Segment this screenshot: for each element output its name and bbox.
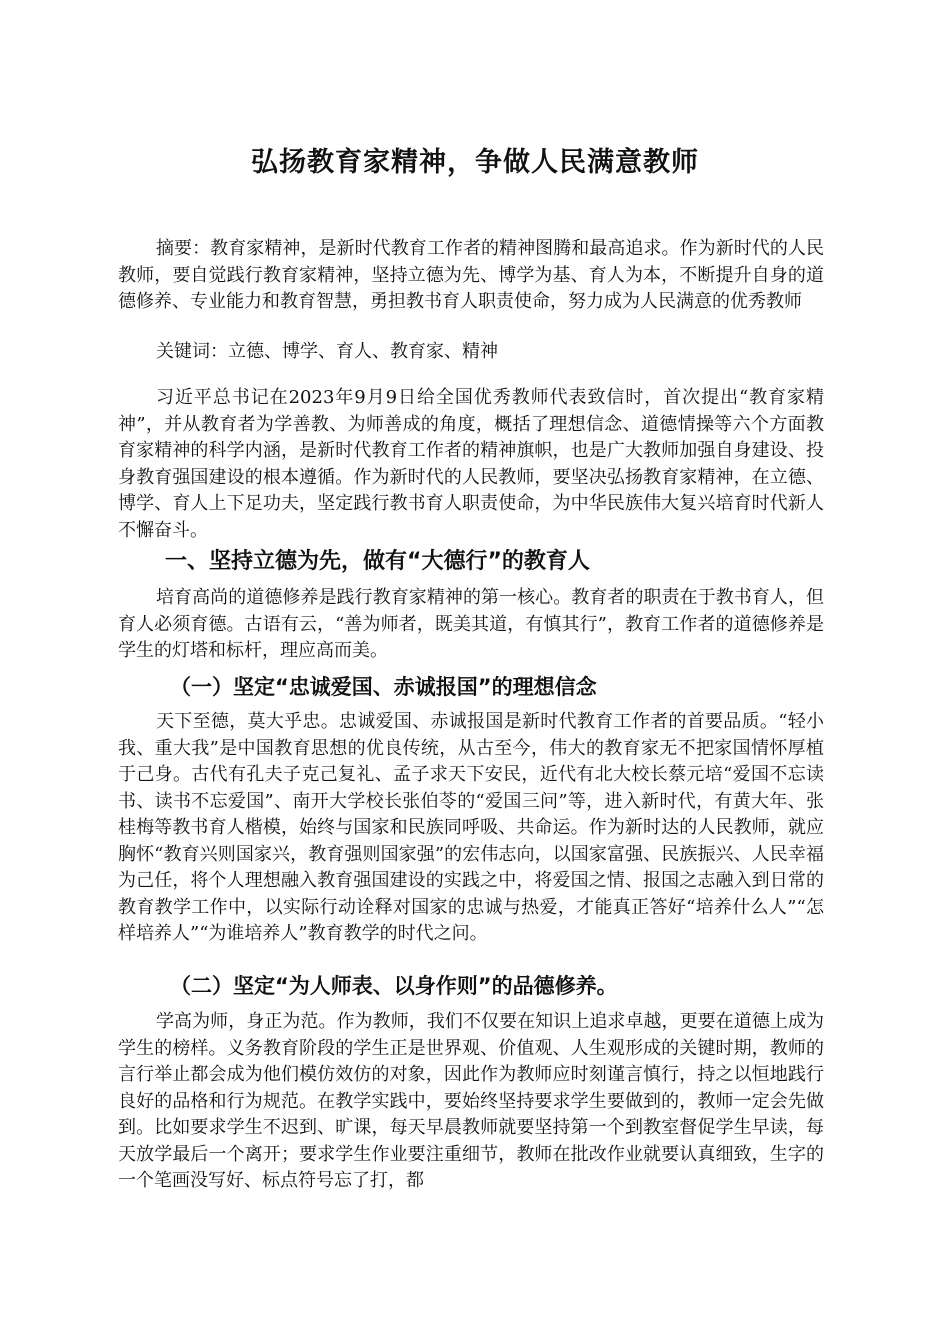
document-title: 弘扬教育家精神，争做人民满意教师 — [251, 147, 699, 178]
abstract-label: 摘要： — [156, 238, 211, 259]
section1-paragraph: 培育高尚的道德修养是践行教育家精神的第一核心。教育者的职责在于教书育人，但育人必须育德。古语有云，“善为师者，既美其道，有慎其行”，教育工作者的道德修养是学生的灯塔和标杆，理应高而美。 — [118, 587, 824, 661]
keywords-label: 关键词： — [156, 341, 228, 362]
subsection2-paragraph: 学高为师，身正为范。作为教师，我们不仅要在知识上追求卓越，更要在道德上成为学生的榜样。义务教育阶段的学生正是世界观、价值观、人生观形成的关键时期，教师的言行举止都会成为他们模仿效仿的对象，因此作为教师应时刻谨言慎行，持之以恒地践行良好的品格和行为规范。在教学实践中，要始终坚持要求学生要做到的，教师一定会先做到。比如要求学生不迟到、旷课，每天早晨教师就要坚持第一个到教室督促学生早读，每天放学最后一个离开；要求学生作业要注重细节，教师在批改作业就要认真细致，生字的一个笔画没写好、标点符号忘了打，都 — [118, 1011, 824, 1191]
subsection-heading-2: （二）坚定“为人师表、以身作则”的品德修养。 — [170, 974, 618, 998]
keywords-text: 立德、博学、育人、教育家、精神 — [228, 341, 498, 362]
abstract-text: 教育家精神，是新时代教育工作者的精神图腾和最高追求。作为新时代的人民教师，要自觉践行教育家精神，坚持立德为先、博学为基、育人为本，不断提升自身的道德修养、专业能力和教育智慧，勇担教书育人职责使命，努力成为人民满意的优秀教师 — [118, 238, 825, 312]
section-heading-1: 一、坚持立德为先，做有“大德行”的教育人 — [165, 549, 590, 574]
intro-paragraph: 习近平总书记在2023年9月9日给全国优秀教师代表致信时，首次提出“教育家精神”，并从教育者为学善教、为师善成的角度，概括了理想信念、道德情操等六个方面教育家精神的科学内涵，是新时代教育工作者的精神旗帜，也是广大教师加强自身建设、投身教育强国建设的根本遵循。作为新时代的人民教师，要坚决弘扬教育家精神，在立德、博学、育人上下足功夫，坚定践行教书育人职责使命，为中华民族伟大复兴培育时代新人不懈奋斗。 — [118, 387, 824, 541]
keywords-paragraph — [118, 339, 824, 366]
subsection-heading-1: （一）坚定“忠诚爱国、赤诚报国”的理想信念 — [170, 675, 597, 699]
subsection1-paragraph: 天下至德，莫大乎忠。忠诚爱国、赤诚报国是新时代教育工作者的首要品质。“轻小我、重大我”是中国教育思想的优良传统，从古至今，伟大的教育家无不把家国情怀厚植于己身。古代有孔夫子克己复礼、孟子求天下安民，近代有北大校长蔡元培“爱国不忘读书、读书不忘爱国”、南开大学校长张伯苓的“爱国三问”等，进入新时代，有黄大年、张桂梅等教书育人楷模，始终与国家和民族同呼吸、共命运。作为新时达的人民教师，就应胸怀“教育兴则国家兴，教育强则国家强”的宏伟志向，以国家富强、民族振兴、人民幸福为己任，将个人理想融入教育强国建设的实践之中，将爱国之情、报国之志融入到日常的教育教学工作中，以实际行动诠释对国家的忠诚与热爱，才能真正答好“培养什么人”“怎样培养人”“为谁培养人”教育教学的时代之问。 — [118, 711, 824, 944]
abstract-paragraph — [118, 236, 824, 316]
